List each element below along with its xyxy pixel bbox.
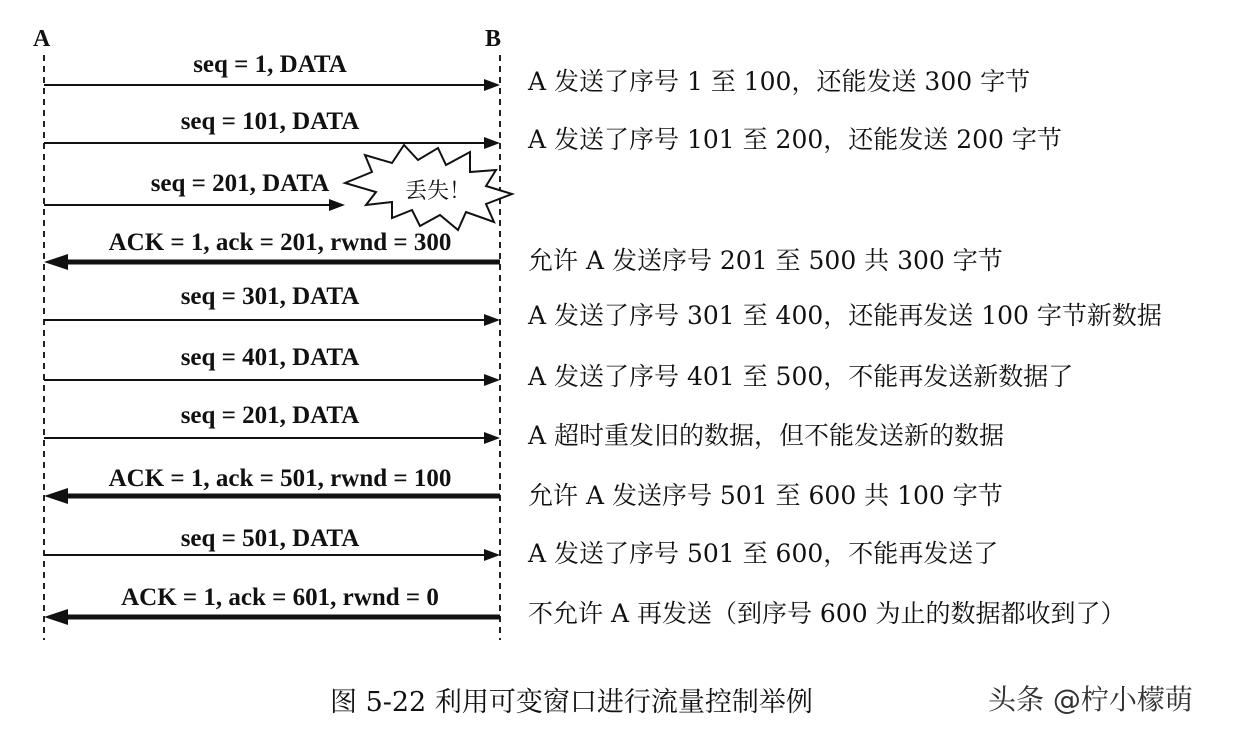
message-label: ACK = 1, ack = 201, rwnd = 300 (108, 229, 452, 256)
node-b-label: B (485, 26, 502, 52)
message-arrowhead (329, 199, 345, 211)
message-label: seq = 201, DATA (180, 402, 360, 429)
message-label: seq = 401, DATA (180, 344, 360, 371)
message-description: 允许 A 发送序号 501 至 600 共 100 字节 (528, 481, 1003, 510)
message-description: 不允许 A 再发送（到序号 600 为止的数据都收到了） (528, 599, 1126, 628)
figure-caption: 图 5-22 利用可变窗口进行流量控制举例 (330, 687, 813, 718)
message-arrowhead (44, 488, 68, 504)
message-arrowhead (484, 432, 500, 444)
message-label: seq = 201, DATA (150, 170, 330, 197)
message-arrowhead (484, 137, 500, 149)
message-description: A 发送了序号 101 至 200，还能发送 200 字节 (528, 125, 1062, 154)
message-label: seq = 101, DATA (180, 108, 360, 135)
message-arrowhead (44, 609, 68, 625)
lost-label: 丢失！ (405, 179, 472, 204)
message-label: seq = 1, DATA (193, 51, 347, 78)
message-label: ACK = 1, ack = 601, rwnd = 0 (121, 584, 439, 611)
message-description: A 超时重发旧的数据，但不能发送新的数据 (528, 421, 1005, 450)
message-description: 允许 A 发送序号 201 至 500 共 300 字节 (528, 246, 1003, 275)
message-arrowhead (484, 374, 500, 386)
message-arrowhead (44, 254, 68, 270)
node-a-label: A (33, 26, 51, 52)
message-label: ACK = 1, ack = 501, rwnd = 100 (108, 465, 452, 492)
watermark: 头条 @柠小檬萌 (988, 683, 1193, 716)
message-arrowhead (484, 314, 500, 326)
message-arrowhead (484, 79, 500, 91)
message-label: seq = 501, DATA (180, 525, 360, 552)
message-description: A 发送了序号 401 至 500，不能再发送新数据了 (528, 362, 1074, 391)
message-description: A 发送了序号 1 至 100，还能发送 300 字节 (528, 67, 1031, 96)
message-arrowhead (484, 549, 500, 561)
message-label: seq = 301, DATA (180, 283, 360, 310)
message-description: A 发送了序号 501 至 600，不能再发送了 (528, 539, 999, 568)
message-description: A 发送了序号 301 至 400，还能再发送 100 字节新数据 (528, 301, 1162, 330)
